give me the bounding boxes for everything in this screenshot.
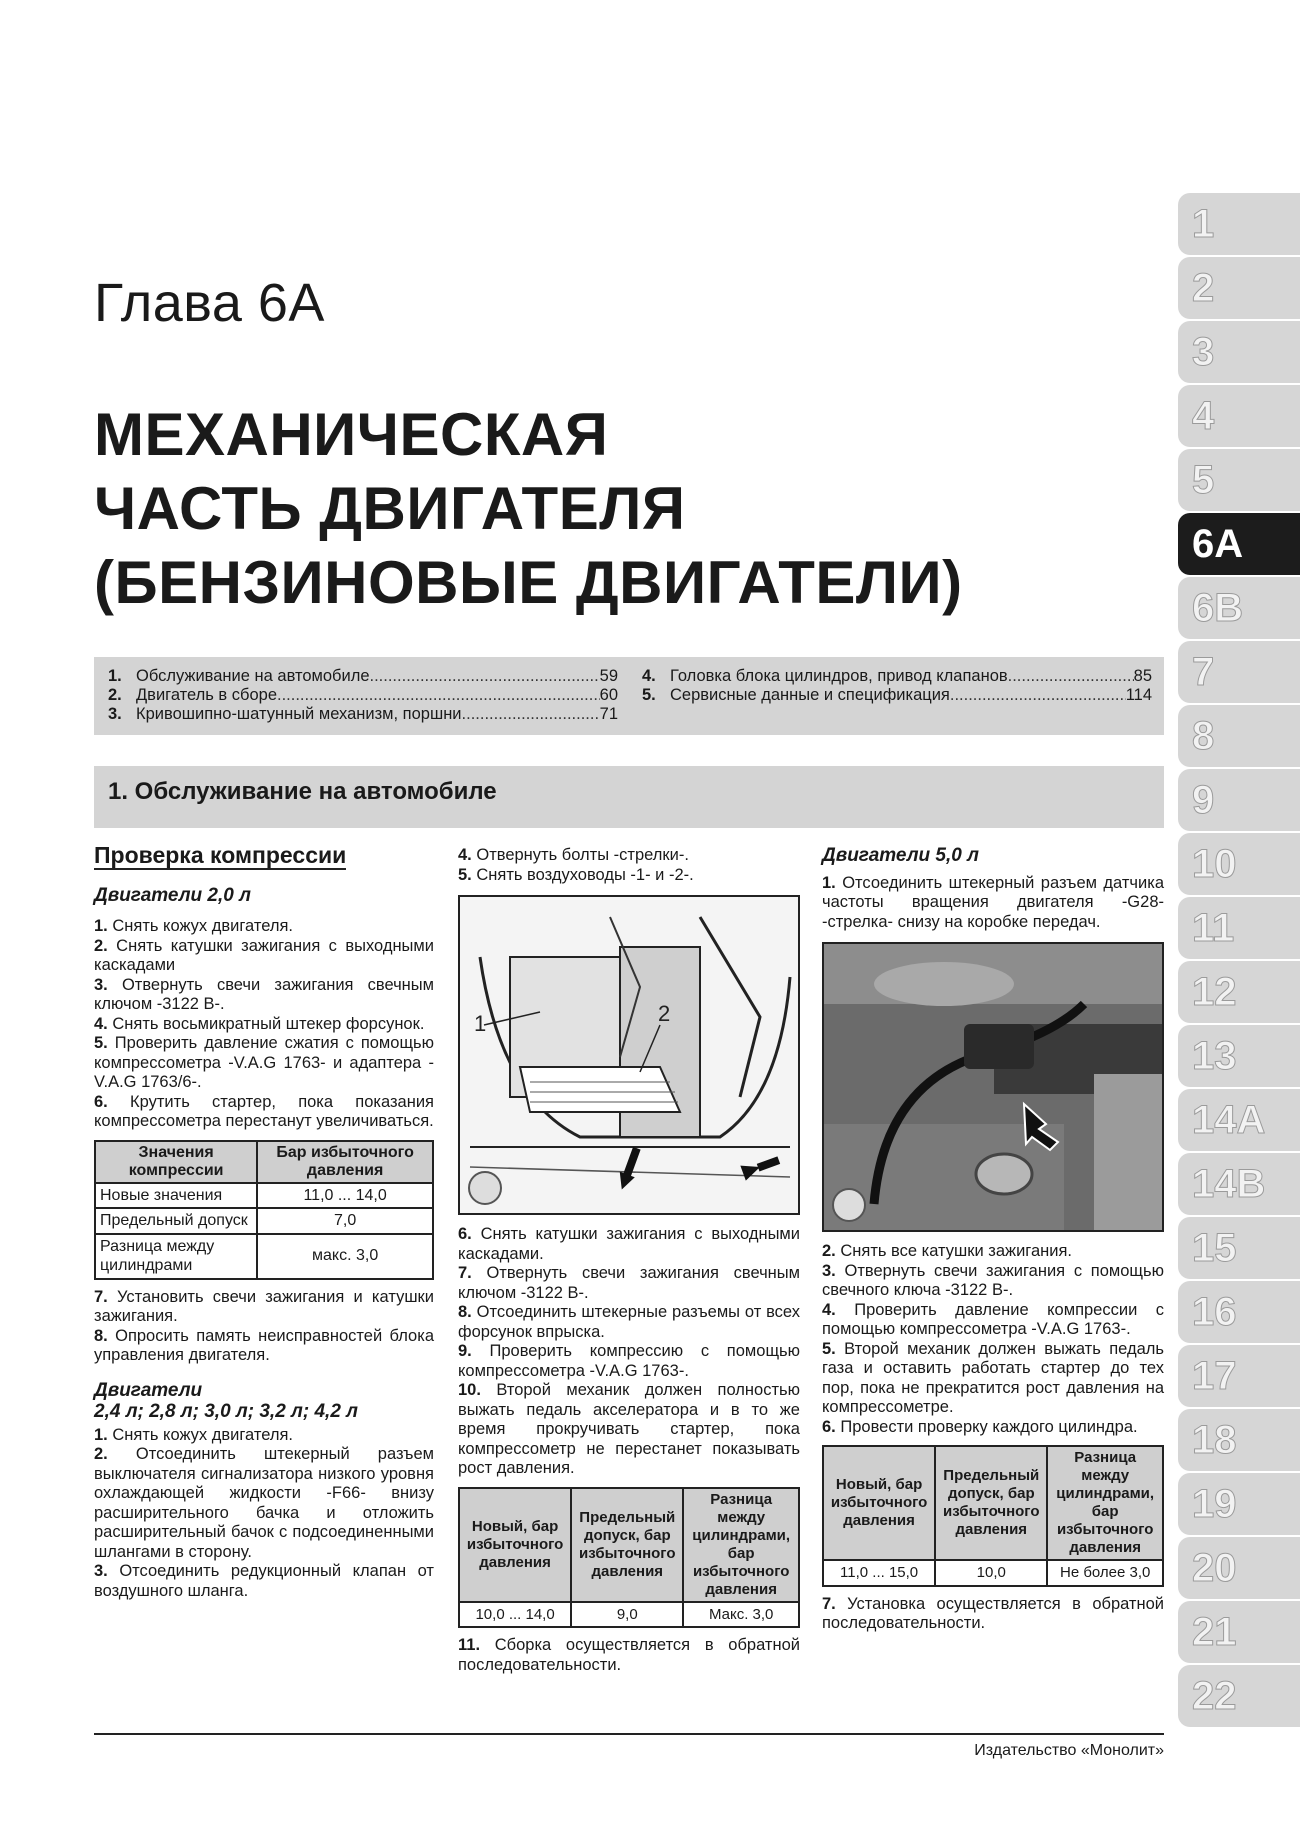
chapter-label: Глава 6А — [94, 273, 325, 333]
engines-heading: Двигатели 5,0 л — [822, 845, 979, 866]
step-text: Снять кожух двигателя. — [112, 917, 293, 935]
chapter-tab[interactable]: 14A — [1178, 1089, 1300, 1151]
column-3 — [822, 846, 1164, 1634]
step-number: 9. — [458, 1342, 472, 1360]
toc-left-column — [108, 667, 618, 724]
step-text: Сборка осуществляется в обратной последовательности. — [458, 1636, 800, 1674]
toc-page-number: 60 — [599, 686, 618, 704]
step-item — [458, 846, 800, 866]
step-item — [94, 1426, 434, 1446]
table-cell: макс. 3,0 — [257, 1234, 433, 1279]
table-header: Разница между цилиндрами, бар избыточного давления — [1047, 1446, 1163, 1560]
chapter-tab[interactable]: 15 — [1178, 1217, 1300, 1279]
step-item — [822, 1242, 1164, 1262]
step-item — [458, 1381, 800, 1479]
step-number: 3. — [822, 1261, 836, 1280]
step-text: Отсоединить штекерный разъем выключателя сигнализатора низкого уровня охлаждающей жидкости -F66- внизу расширительного бачка и отложить расширительный бачок с подсоединенными шлангами в сторону. — [94, 1445, 435, 1561]
step-number: 7. — [94, 1287, 108, 1306]
toc-title: Головка блока цилиндров, привод клапанов — [670, 667, 1008, 685]
engine-bay-illustration — [460, 897, 798, 1213]
step-text: Снять кожух двигателя. — [112, 1425, 293, 1444]
steps-list — [94, 917, 434, 1132]
toc-title: Двигатель в сборе — [136, 686, 278, 704]
table-cell: 9,0 — [571, 1602, 683, 1628]
step-text: Отвернуть свечи зажигания с помощью свечного ключа -3122 В-. — [822, 1261, 1164, 1299]
toc-number: 3. — [108, 705, 122, 723]
step-number: 5. — [822, 1339, 836, 1358]
step-item — [822, 1262, 1164, 1301]
chapter-tab[interactable]: 6A — [1178, 513, 1300, 575]
section-header: 1. Обслуживание на автомобиле — [94, 766, 1164, 828]
toc-leader — [462, 705, 600, 724]
step-item — [94, 1288, 434, 1327]
table-cell: 10,0 — [935, 1560, 1047, 1586]
step-number: 10. — [458, 1381, 481, 1399]
step-text: Второй механик должен полностью выжать педаль акселератора и в то же время прокручивать стартер, пока компрессометр не перестанет показывать рост давления. — [458, 1381, 800, 1477]
logo-badge-icon — [832, 1188, 866, 1222]
chapter-tab[interactable]: 20 — [1178, 1537, 1300, 1599]
step-number: 2. — [822, 1242, 836, 1260]
toc-entry[interactable] — [108, 705, 618, 724]
chapter-tab[interactable]: 12 — [1178, 961, 1300, 1023]
engines-heading: Двигатели 2,0 л — [94, 884, 251, 906]
compression-table — [458, 1487, 800, 1629]
table-cell: Не более 3,0 — [1047, 1560, 1163, 1586]
step-number: 2. — [94, 936, 108, 955]
step-text: Отсоединить штекерные разъемы от всех форсунок впрыска. — [458, 1303, 800, 1341]
steps-list — [458, 846, 800, 885]
step-item — [458, 1303, 800, 1342]
step-item — [822, 874, 1164, 933]
step-text: Провести проверку каждого цилиндра. — [840, 1417, 1138, 1436]
step-text: Снять все катушки зажигания. — [840, 1242, 1072, 1260]
table-cell: Макс. 3,0 — [683, 1602, 799, 1628]
chapter-tab[interactable]: 3 — [1178, 321, 1300, 383]
chapter-tab[interactable]: 19 — [1178, 1473, 1300, 1535]
compression-table — [94, 1140, 434, 1280]
table-header: Новый, бар избыточного давления — [823, 1446, 935, 1560]
step-number: 11. — [458, 1636, 481, 1654]
step-text: Снять восьмикратный штекер форсунок. — [112, 1014, 425, 1033]
table-header: Предельный допуск, бар избыточного давления — [935, 1446, 1047, 1560]
table-cell: 11,0 ... 14,0 — [257, 1183, 433, 1209]
step-item — [458, 1636, 800, 1675]
chapter-tab[interactable]: 22 — [1178, 1665, 1300, 1727]
step-number: 7. — [458, 1264, 472, 1282]
title-line: МЕХАНИЧЕСКАЯ — [94, 401, 609, 468]
table-of-contents — [94, 657, 1164, 735]
chapter-tab[interactable]: 17 — [1178, 1345, 1300, 1407]
toc-page-number: 71 — [599, 705, 618, 723]
step-text: Снять катушки зажигания с выходными каскадами — [94, 936, 434, 974]
step-text: Отвернуть свечи зажигания свечным ключом -3122 В-. — [94, 975, 434, 1013]
step-number: 7. — [822, 1594, 836, 1613]
compression-table — [822, 1445, 1164, 1587]
engines-heading — [94, 1380, 434, 1422]
steps-list — [822, 1242, 1164, 1437]
table-cell: Новые значения — [95, 1183, 257, 1209]
table-row — [95, 1183, 433, 1209]
figure-label: 1 — [474, 1011, 487, 1036]
chapter-tab[interactable]: 10 — [1178, 833, 1300, 895]
toc-leader — [950, 686, 1126, 705]
toc-title: Кривошипно-шатунный механизм, поршни — [136, 705, 462, 723]
table-header: Разница между цилиндрами, бар избыточного давления — [683, 1488, 799, 1602]
table-cell: Предельный допуск — [95, 1208, 257, 1234]
toc-number: 5. — [642, 686, 656, 704]
step-item — [822, 1301, 1164, 1340]
step-item — [94, 1015, 434, 1035]
step-item — [822, 1340, 1164, 1418]
step-number: 1. — [94, 917, 108, 935]
chapter-tab[interactable]: 2 — [1178, 257, 1300, 319]
table-cell: 7,0 — [257, 1208, 433, 1234]
toc-number: 4. — [642, 667, 656, 685]
toc-page-number: 114 — [1125, 686, 1152, 704]
step-item — [94, 1562, 434, 1601]
step-number: 6. — [458, 1225, 472, 1243]
step-item — [94, 1327, 434, 1366]
toc-entry[interactable] — [108, 686, 618, 705]
table-row — [823, 1560, 1163, 1586]
step-number: 4. — [458, 846, 472, 864]
step-text: Снять катушки зажигания с выходными каскадами. — [458, 1225, 800, 1263]
engines-heading-line: 2,4 л; 2,8 л; 3,0 л; 3,2 л; 4,2 л — [94, 1400, 358, 1422]
step-number: 4. — [822, 1300, 836, 1319]
steps-list — [94, 1426, 434, 1602]
step-item — [94, 1034, 434, 1093]
step-number: 5. — [458, 865, 472, 884]
chapter-tab[interactable]: 11 — [1178, 897, 1300, 959]
table-cell: 10,0 ... 14,0 — [459, 1602, 571, 1628]
table-row — [459, 1602, 799, 1628]
toc-entry[interactable] — [108, 667, 618, 686]
figure-label: 2 — [658, 1001, 671, 1026]
table-header: Значения компрессии — [95, 1141, 257, 1183]
table-row — [95, 1208, 433, 1234]
footer-divider — [94, 1733, 1164, 1735]
step-text: Крутить стартер, пока показания компрессометра перестанут увеличиваться. — [94, 1092, 434, 1130]
step-item — [94, 937, 434, 976]
step-number: 3. — [94, 1562, 108, 1580]
step-text: Установка осуществляется в обратной последовательности. — [822, 1594, 1164, 1632]
chapter-tab[interactable]: 13 — [1178, 1025, 1300, 1087]
chapter-tab[interactable]: 6B — [1178, 577, 1300, 639]
gearbox-illustration — [824, 944, 1162, 1230]
chapter-tab[interactable]: 4 — [1178, 385, 1300, 447]
step-number: 5. — [94, 1034, 108, 1052]
toc-number: 1. — [108, 667, 122, 685]
step-item — [94, 976, 434, 1015]
step-item — [94, 1093, 434, 1132]
chapter-tabs — [1178, 193, 1300, 1729]
toc-page-number: 85 — [1133, 667, 1152, 685]
steps-list — [94, 1288, 434, 1366]
toc-entry[interactable] — [642, 686, 1152, 705]
table-header: Бар избыточного давления — [257, 1141, 433, 1183]
step-item — [822, 1595, 1164, 1634]
step-item — [458, 1225, 800, 1264]
steps-list — [822, 1595, 1164, 1634]
step-text: Отсоединить штекерный разъем датчика частоты вращения двигателя -G28- -стрелка- снизу на коробке передач. — [822, 873, 1165, 931]
chapter-tab[interactable]: 18 — [1178, 1409, 1300, 1471]
step-text: Отвернуть болты -стрелки-. — [476, 846, 689, 864]
title-line: ЧАСТЬ ДВИГАТЕЛЯ — [94, 475, 686, 542]
step-item — [94, 917, 434, 937]
subsection-heading: Проверка компрессии — [94, 842, 347, 868]
column-1 — [94, 842, 435, 1601]
step-number: 8. — [94, 1326, 108, 1345]
chapter-tab[interactable]: 5 — [1178, 449, 1300, 511]
step-item — [94, 1445, 434, 1562]
toc-leader — [1008, 667, 1134, 686]
table-row — [95, 1234, 433, 1279]
logo-badge-icon — [468, 1171, 502, 1205]
chapter-tab[interactable]: 8 — [1178, 705, 1300, 767]
step-text: Снять воздуховоды -1- и -2-. — [476, 865, 694, 884]
table-cell: 11,0 ... 15,0 — [823, 1560, 935, 1586]
chapter-tab[interactable]: 21 — [1178, 1601, 1300, 1663]
engine-bay-figure — [458, 895, 800, 1215]
toc-title: Сервисные данные и спецификация — [670, 686, 950, 704]
toc-leader — [277, 686, 600, 705]
steps-list — [458, 1225, 800, 1479]
steps-list — [458, 1636, 800, 1675]
step-item — [822, 1418, 1164, 1438]
toc-number: 2. — [108, 686, 122, 704]
step-text: Установить свечи зажигания и катушки зажигания. — [94, 1287, 434, 1325]
step-item — [458, 1342, 800, 1381]
engines-heading-line: Двигатели — [94, 1379, 203, 1401]
chapter-tab[interactable]: 9 — [1178, 769, 1300, 831]
step-text: Проверить компрессию с помощью компрессометра -V.A.G 1763-. — [458, 1342, 800, 1380]
table-header: Новый, бар избыточного давления — [459, 1488, 571, 1602]
step-item — [458, 1264, 800, 1303]
chapter-tab[interactable]: 1 — [1178, 193, 1300, 255]
toc-leader — [370, 667, 600, 686]
toc-page-number: 59 — [599, 667, 618, 685]
step-text: Отсоединить редукционный клапан от воздушного шланга. — [94, 1562, 434, 1600]
toc-right-column — [642, 667, 1152, 705]
step-text: Второй механик должен выжать педаль газа и оставить работать стартер до тех пор, пока не прекратится рост давления на компрессометре. — [822, 1339, 1164, 1416]
step-number: 3. — [94, 975, 108, 994]
step-text: Проверить давление компрессии с помощью компрессометра -V.A.G 1763-. — [822, 1300, 1164, 1338]
gearbox-figure — [822, 942, 1164, 1232]
step-text: Опросить память неисправностей блока управления двигателя. — [94, 1326, 434, 1364]
chapter-tab[interactable]: 16 — [1178, 1281, 1300, 1343]
chapter-tab[interactable]: 7 — [1178, 641, 1300, 703]
step-number: 8. — [458, 1303, 472, 1321]
step-number: 6. — [822, 1417, 836, 1436]
step-number: 4. — [94, 1014, 108, 1033]
step-text: Отвернуть свечи зажигания свечным ключом -3122 В-. — [458, 1264, 800, 1302]
step-text: Проверить давление сжатия с помощью компрессометра -V.A.G 1763- и адаптера -V.A.G 1763/6-. — [94, 1034, 434, 1091]
steps-list — [822, 874, 1164, 933]
step-item — [458, 866, 800, 886]
step-number: 1. — [94, 1425, 108, 1444]
column-2 — [458, 846, 800, 1675]
table-header: Предельный допуск, бар избыточного давления — [571, 1488, 683, 1602]
toc-entry[interactable] — [642, 667, 1152, 686]
publisher-footer: Издательство «Монолит» — [974, 1742, 1164, 1759]
step-number: 1. — [822, 873, 836, 892]
step-number: 6. — [94, 1092, 108, 1111]
chapter-tab[interactable]: 14B — [1178, 1153, 1300, 1215]
table-cell: Разница между цилиндрами — [95, 1234, 257, 1279]
step-number: 2. — [94, 1445, 108, 1463]
page-title — [94, 398, 963, 620]
title-line: (БЕНЗИНОВЫЕ ДВИГАТЕЛИ) — [94, 549, 963, 616]
toc-title: Обслуживание на автомобиле — [136, 667, 370, 685]
